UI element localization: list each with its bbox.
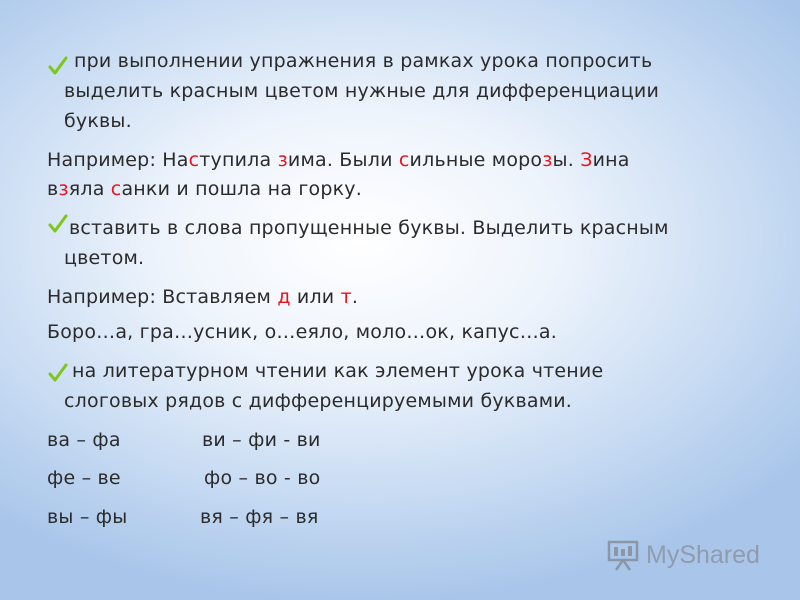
example-2-line: Например: Вставляем д или т. bbox=[47, 286, 359, 308]
checkmark-icon bbox=[48, 214, 68, 234]
missing-letters-words: Боро…а, гра…усник, о…еяло, моло…ок, капус…а. bbox=[47, 321, 557, 343]
bullet-2-line-2: цветом. bbox=[64, 247, 145, 269]
bullet-3-line-1: на литературном чтении как элемент урока чтение bbox=[72, 360, 604, 382]
bullet-2-line-1: вставить в слова пропущенные буквы. Выделить красным bbox=[69, 217, 669, 239]
syllable-row-1-right: ви – фи - ви bbox=[202, 429, 321, 451]
syllable-row-3-left: вы – фы bbox=[47, 506, 128, 528]
watermark-logo bbox=[606, 535, 760, 575]
bullet-1-line-2: выделить красным цветом нужные для дифференциации bbox=[64, 80, 660, 102]
bullet-3-line-2: слоговых рядов с дифференцируемыми буквами. bbox=[64, 390, 573, 412]
bullet-1-line-3: буквы. bbox=[64, 110, 132, 132]
example-1-line-1: Например: Наступила зима. Были сильные морозы. Зина bbox=[47, 149, 630, 171]
bullet-1-line-1: при выполнении упражнения в рамках урока попросить bbox=[74, 50, 653, 72]
syllable-row-2-left: фе – ве bbox=[47, 467, 121, 489]
watermark-text: MyShared bbox=[646, 540, 760, 569]
syllable-row-3-right: вя – фя – вя bbox=[200, 506, 319, 528]
checkmark-icon bbox=[48, 56, 68, 76]
presentation-board-icon bbox=[606, 538, 640, 572]
syllable-row-1-left: ва – фа bbox=[47, 429, 121, 451]
syllable-row-2-right: фо – во - во bbox=[204, 467, 321, 489]
example-1-line-2: взяла санки и пошла на горку. bbox=[47, 178, 362, 200]
checkmark-icon bbox=[48, 363, 68, 383]
